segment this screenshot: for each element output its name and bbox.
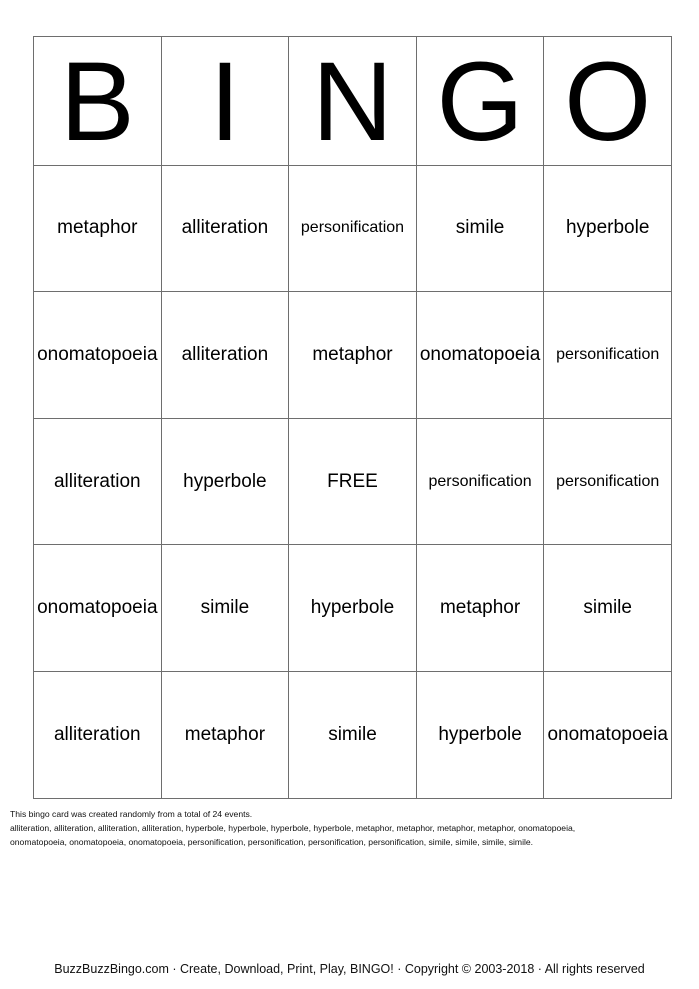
bingo-card <box>33 36 672 799</box>
bingo-cell: personification <box>416 418 544 545</box>
bingo-cell: hyperbole <box>544 165 672 292</box>
card-row-5 <box>34 671 672 798</box>
header-letter-b: B <box>34 37 162 166</box>
bingo-cell: simile <box>161 545 289 672</box>
bingo-cell: metaphor <box>289 292 417 419</box>
bingo-cell: hyperbole <box>161 418 289 545</box>
bingo-cell: alliteration <box>34 671 162 798</box>
bingo-cell: hyperbole <box>416 671 544 798</box>
bingo-cell: onomatopoeia <box>544 671 672 798</box>
bingo-cell: metaphor <box>161 671 289 798</box>
bingo-cell: personification <box>544 292 672 419</box>
free-space-cell: FREE <box>289 418 417 545</box>
card-row-3 <box>34 418 672 545</box>
header-letter-g: G <box>416 37 544 166</box>
bingo-cell: hyperbole <box>289 545 417 672</box>
bingo-cell: onomatopoeia <box>416 292 544 419</box>
bingo-cell: personification <box>289 165 417 292</box>
bingo-cell: alliteration <box>161 165 289 292</box>
info-summary: This bingo card was created randomly from a total of 24 events. <box>10 809 253 819</box>
card-row-4 <box>34 545 672 672</box>
bingo-cell: simile <box>416 165 544 292</box>
bingo-cell: personification <box>544 418 672 545</box>
bingo-cell: alliteration <box>34 418 162 545</box>
info-event-list-2: onomatopoeia, onomatopoeia, onomatopoeia, personification, personification, personification, personification, simile, simile, simile, simile. <box>10 837 534 847</box>
bingo-cell: onomatopoeia <box>34 545 162 672</box>
bingo-cell: metaphor <box>416 545 544 672</box>
footer <box>0 962 699 976</box>
footer-copyright: BuzzBuzzBingo.com · Create, Download, Print, Play, BINGO! · Copyright © 2003-2018 · All rights reserved <box>54 962 645 976</box>
header-row <box>34 37 672 166</box>
bingo-cell: onomatopoeia <box>34 292 162 419</box>
header-letter-n: N <box>289 37 417 166</box>
header-letter-o: O <box>544 37 672 166</box>
card-row-1 <box>34 165 672 292</box>
bingo-cell: simile <box>289 671 417 798</box>
card-row-2 <box>34 292 672 419</box>
card-info <box>10 807 690 849</box>
bingo-cell: metaphor <box>34 165 162 292</box>
info-event-list-1: alliteration, alliteration, alliteration, alliteration, hyperbole, hyperbole, hyperbole, hyperbole, metaphor, metaphor, metaphor, metaphor, onomatopoeia, <box>10 823 576 833</box>
bingo-cell: simile <box>544 545 672 672</box>
header-letter-i: I <box>161 37 289 166</box>
bingo-cell: alliteration <box>161 292 289 419</box>
